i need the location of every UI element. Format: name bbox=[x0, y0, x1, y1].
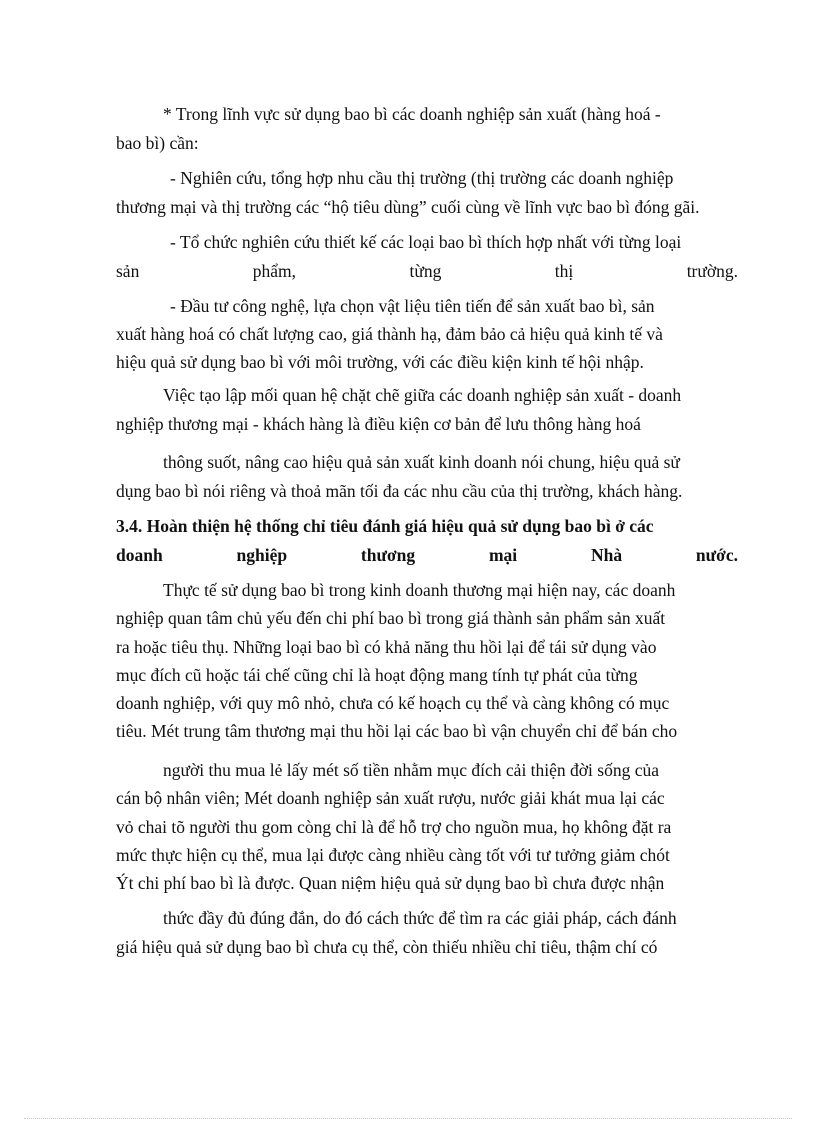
heading-word: nước. bbox=[695, 545, 738, 565]
p6-line-12: thức đầy đủ đúng đắn, do đó cách thức để tìm ra các giải pháp, cách đánh bbox=[163, 908, 677, 928]
p6-line-4: mục đích cũ hoặc tái chế cũng chỉ là hoạt động mang tính tự phát của từng bbox=[116, 665, 638, 685]
heading-word: doanh bbox=[116, 545, 163, 565]
p1-line-1: * Trong lĩnh vực sử dụng bao bì các doanh nghiệp sản xuất (hàng hoá - bbox=[163, 104, 661, 124]
p2-line-1: - Nghiên cứu, tổng hợp nhu cầu thị trường (thị trường các doanh nghiệp bbox=[170, 168, 674, 188]
p4-line-3: hiệu quả sử dụng bao bì với môi trường, với các điều kiện kinh tế hội nhập. bbox=[116, 352, 644, 372]
p4-line-2: xuất hàng hoá có chất lượng cao, giá thành hạ, đảm bảo cả hiệu quả kinh tế và bbox=[116, 324, 663, 344]
heading-word: Nhà bbox=[590, 545, 623, 565]
p5-line-2: nghiệp thương mại - khách hàng là điều kiện cơ bản để lưu thông hàng hoá bbox=[116, 414, 641, 434]
p3-word: sản bbox=[116, 261, 140, 281]
heading-word: mại bbox=[488, 545, 518, 565]
p6-line-8: cán bộ nhân viên; Mét doanh nghiệp sản xuất rượu, nước giải khát mua lại các bbox=[116, 788, 665, 808]
section-heading-line-1: 3.4. Hoàn thiện hệ thống chỉ tiêu đánh giá hiệu quả sử dụng bao bì ở các bbox=[116, 516, 654, 536]
p3-word: từng bbox=[409, 261, 442, 281]
p3-word: thị bbox=[554, 261, 574, 281]
p6-line-13: giá hiệu quả sử dụng bao bì chưa cụ thể, còn thiếu nhiều chỉ tiêu, thậm chí có bbox=[116, 937, 658, 957]
p6-line-5: doanh nghiệp, với quy mô nhỏ, chưa có kế hoạch cụ thể và càng không có mục bbox=[116, 693, 670, 713]
p6-line-10: mức thực hiện cụ thể, mua lại được càng nhiều càng tốt với tư tưởng giảm chót bbox=[116, 845, 670, 865]
p6-line-9: vỏ chai tõ người thu gom còng chỉ là để hỗ trợ cho nguồn mua, họ không đặt ra bbox=[116, 817, 672, 837]
p6-line-11: Ýt chi phí bao bì là được. Quan niệm hiệu quả sử dụng bao bì chưa được nhận bbox=[116, 873, 665, 893]
p3-word: trường. bbox=[686, 261, 738, 281]
p5-line-4: dụng bao bì nói riêng và thoả mãn tối đa các nhu cầu của thị trường, khách hàng. bbox=[116, 481, 683, 501]
heading-word: nghiệp bbox=[236, 545, 288, 565]
p2-line-2: thương mại và thị trường các “hộ tiêu dùng” cuối cùng về lĩnh vực bao bì đóng gãi. bbox=[116, 197, 700, 217]
p6-line-6: tiêu. Mét trung tâm thương mại thu hồi lại các bao bì vận chuyển chỉ để bán cho bbox=[116, 721, 678, 741]
p6-line-3: ra hoặc tiêu thụ. Những loại bao bì có khả năng thu hồi lại để tái sử dụng vào bbox=[116, 637, 657, 657]
p6-line-7: người thu mua lẻ lấy mét số tiền nhằm mục đích cải thiện đời sống của bbox=[163, 760, 660, 780]
p6-line-2: nghiệp quan tâm chủ yếu đến chi phí bao bì trong giá thành sản phẩm sản xuất bbox=[116, 608, 666, 628]
heading-word: thương bbox=[360, 545, 416, 565]
p3-line-1: - Tổ chức nghiên cứu thiết kế các loại bao bì thích hợp nhất với từng loại bbox=[170, 232, 682, 252]
p3-line-2 bbox=[116, 261, 738, 281]
p4-line-1: - Đầu tư công nghệ, lựa chọn vật liệu tiên tiến để sản xuất bao bì, sản bbox=[170, 296, 655, 316]
p5-line-1: Việc tạo lập mối quan hệ chặt chẽ giữa các doanh nghiệp sản xuất - doanh bbox=[163, 385, 682, 405]
p6-line-1: Thực tế sử dụng bao bì trong kinh doanh thương mại hiện nay, các doanh bbox=[163, 580, 676, 600]
p1-line-2: bao bì) cần: bbox=[116, 133, 199, 153]
p5-line-3: thông suốt, nâng cao hiệu quả sản xuất kinh doanh nói chung, hiệu quả sử bbox=[163, 452, 680, 472]
p3-word: phẩm, bbox=[252, 261, 297, 281]
section-heading-line-2 bbox=[116, 545, 738, 565]
page-bottom-divider bbox=[24, 1118, 792, 1119]
